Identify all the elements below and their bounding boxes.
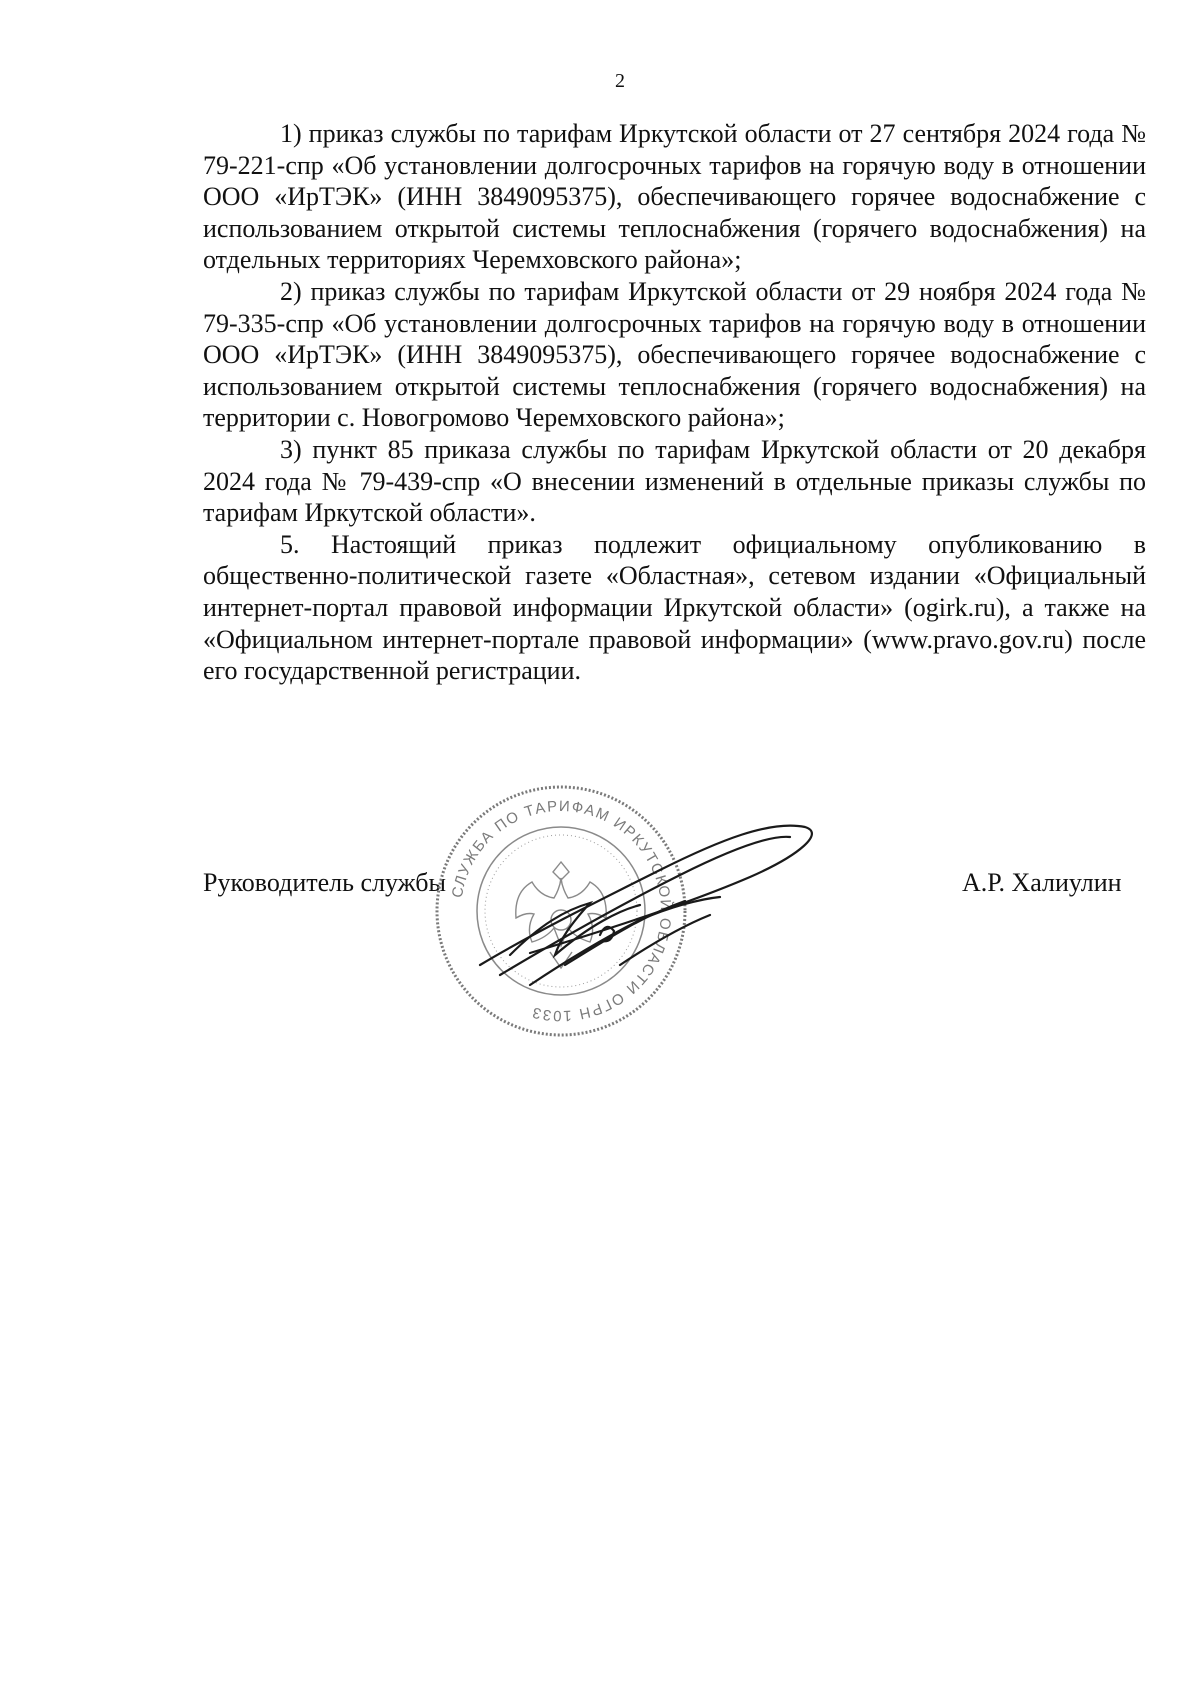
paragraph-item-1: 1) приказ службы по тарифам Иркутской области от 27 сентября 2024 года № 79-221-спр «Об установлении долгосрочных тарифов на горячую воду в отношении ООО «ИрТЭК» (ИНН 3849095375), обеспечивающего горячее водоснабжение с использованием открытой системы теплоснабжения (горячего водоснабжения) на отдельных территориях Черемховского района»; xyxy=(203,119,1146,275)
document-body xyxy=(203,118,1146,687)
signer-name: А.Р. Халиулин xyxy=(962,868,1122,897)
handwritten-signature xyxy=(470,815,830,995)
stamp-circular-text: СЛУЖБА ПО ТАРИФАМ ИРКУТСКОЙ ОБЛАСТИ ОГРН 1033 xyxy=(448,797,675,1025)
page-number: 2 xyxy=(615,70,625,92)
signer-title: Руководитель службы xyxy=(203,868,446,897)
paragraph-item-5: 5. Настоящий приказ подлежит официальному опубликованию в общественно-политической газете «Областная», сетевом издании «Официальный интернет-портал правовой информации Иркутской области» (ogirk.ru), а также на «Официальном интернет-портале правовой информации» (www.pravo.gov.ru) после его государственной регистрации. xyxy=(203,529,1146,686)
paragraph-item-3: 3) пункт 85 приказа службы по тарифам Иркутской области от 20 декабря 2024 года № 79-439-спр «О внесении изменений в отдельные приказы службы по тарифам Иркутской области». xyxy=(203,434,1146,528)
paragraph-item-2: 2) приказ службы по тарифам Иркутской области от 29 ноября 2024 года № 79-335-спр «Об установлении долгосрочных тарифов на горячую воду в отношении ООО «ИрТЭК» (ИНН 3849095375), обеспечивающего горячее водоснабжение с использованием открытой системы теплоснабжения (горячего водоснабжения) на территории с. Новогромово Черемховского района»; xyxy=(203,276,1146,433)
